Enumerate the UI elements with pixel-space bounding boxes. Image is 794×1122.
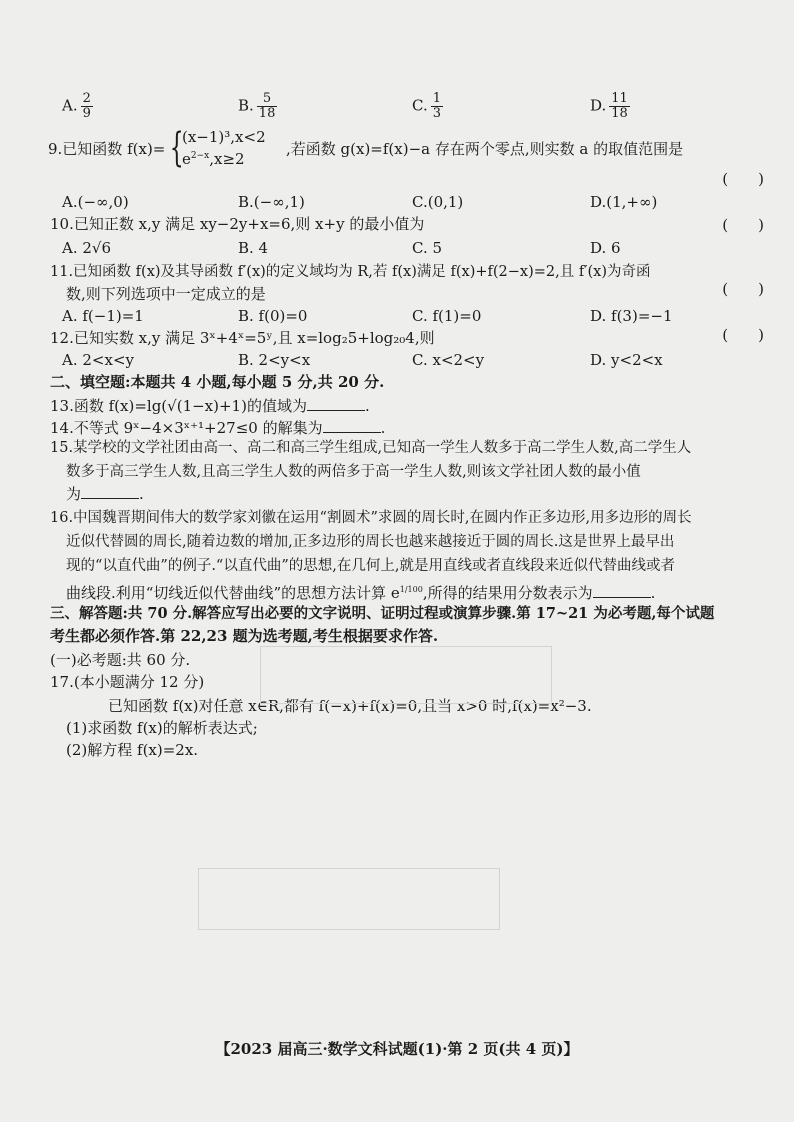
q8-option-a: A. $\frac{2}{9}$ xyxy=(62,91,91,121)
q8-option-c: C. $\frac{1}{3}$ xyxy=(412,91,441,121)
question-14: 14.不等式 9ˣ−4×3ˣ⁺¹+27≤0 的解集为 . xyxy=(50,419,386,437)
q12-answer-paren: ( ) xyxy=(722,326,764,344)
q16-answer-blank[interactable] xyxy=(593,583,651,598)
q9-brace: { xyxy=(169,125,184,171)
q9-option-c: C.(0,1) xyxy=(412,193,464,211)
section-2-heading: 二、填空题:本题共 4 小题,每小题 5 分,共 20 分. xyxy=(50,373,385,391)
q8-option-b: B. $\frac{5}{18}$ xyxy=(238,91,276,121)
q10-option-d: D. 6 xyxy=(590,239,621,257)
q13-answer-blank[interactable] xyxy=(307,396,365,411)
q14-answer-blank[interactable] xyxy=(323,418,381,433)
q16-line-1: 16.中国魏晋期间伟大的数学家刘徽在运用“割圆术”求圆的周长时,在圆内作正多边形,用多边形的周长 xyxy=(50,510,692,526)
q10-option-c: C. 5 xyxy=(412,239,443,257)
part-1-heading: (一)必考题:共 60 分. xyxy=(50,651,191,669)
q9-option-a: A.(−∞,0) xyxy=(62,193,129,211)
q10-answer-paren: ( ) xyxy=(722,216,764,234)
q15-line-3: 为 . xyxy=(66,485,144,503)
bleed-through-table xyxy=(260,646,552,704)
section-3-heading-line-1: 三、解答题:共 70 分.解答应写出必要的文字说明、证明过程或演算步骤.第 17~21 为必考题,每个试题 xyxy=(50,605,715,622)
q9-piece-2: $e^{2-x},x\ge 2$ xyxy=(182,150,245,168)
q11-option-c: C. f(1)=0 xyxy=(412,307,482,325)
question-13: 13.函数 f(x)=lg(√(1−x)+1)的值域为 . xyxy=(50,397,370,415)
q11-stem-line-2: 数,则下列选项中一定成立的是 xyxy=(66,285,266,303)
q11-answer-paren: ( ) xyxy=(722,280,764,298)
q15-answer-blank[interactable] xyxy=(81,484,139,499)
q15-line-1: 15.某学校的文学社团由高一、高二和高三学生组成,已知高一学生人数多于高二学生人数,高二学生人 xyxy=(50,440,692,456)
q12-option-a: A. 2<x<y xyxy=(62,351,134,369)
q17-stem: 已知函数 f(x)对任意 x∈R,都有 f(−x)+f(x)=0,且当 x>0 时,f(x)=x²−3. xyxy=(108,697,592,715)
q16-line-3: 现的“以直代曲”的例子.“以直代曲”的思想,在几何上,就是用直线或者直线段来近似代替曲线或者 xyxy=(66,558,675,574)
section-3-heading-line-2: 考生都必须作答.第 22,23 题为选考题,考生根据要求作答. xyxy=(50,627,439,645)
q17-sub-2: (2)解方程 f(x)=2x. xyxy=(66,741,199,759)
q11-option-a: A. f(−1)=1 xyxy=(62,307,144,325)
q12-option-c: C. x<2<y xyxy=(412,351,485,369)
q9-option-b: B.(−∞,1) xyxy=(238,193,305,211)
q17-sub-1: (1)求函数 f(x)的解析表达式; xyxy=(66,719,258,737)
q11-option-d: D. f(3)=−1 xyxy=(590,307,673,325)
q12-option-b: B. 2<y<x xyxy=(238,351,311,369)
page-footer: 【2023 届高三·数学文科试题(1)·第 2 页(共 4 页)】 xyxy=(215,1040,579,1058)
q10-option-a: A. 2√6 xyxy=(62,239,112,257)
q12-stem: 12.已知实数 x,y 满足 3ˣ+4ˣ=5ʸ,且 x=log₂5+log₂₀4,则 xyxy=(50,329,435,347)
q9-prefix: 9.已知函数 f(x)= xyxy=(48,140,166,158)
q11-stem-line-1: 11.已知函数 f(x)及其导函数 f′(x)的定义域均为 R,若 f(x)满足 f(x)+f(2−x)=2,且 f′(x)为奇函 xyxy=(50,264,651,280)
q8-option-d: D. $\frac{11}{18}$ xyxy=(590,91,628,121)
q16-line-2: 近似代替圆的周长,随着边数的增加,正多边形的周长也越来越接近于圆的周长.这是世界上最早出 xyxy=(66,534,675,550)
q10-option-b: B. 4 xyxy=(238,239,269,257)
q9-piece-1: (x−1)³,x<2 xyxy=(182,128,266,146)
q15-line-2: 数多于高三学生人数,且高三学生人数的两倍多于高一学生人数,则该文学社团人数的最小值 xyxy=(66,464,641,480)
bleed-through-table-2 xyxy=(198,868,500,930)
q9-answer-paren: ( ) xyxy=(722,170,764,188)
q11-option-b: B. f(0)=0 xyxy=(238,307,308,325)
q16-line-4: 曲线段.利用“切线近似代替曲线”的思想方法计算 $e^{1/100}$,所得的结果用分数表示为 . xyxy=(66,584,656,602)
q17-title: 17.(本小题满分 12 分) xyxy=(50,673,205,691)
q12-option-d: D. y<2<x xyxy=(590,351,663,369)
q9-suffix: ,若函数 g(x)=f(x)−a 存在两个零点,则实数 a 的取值范围是 xyxy=(286,140,684,158)
q10-stem: 10.已知正数 x,y 满足 xy−2y+x=6,则 x+y 的最小值为 xyxy=(50,215,425,233)
q9-option-d: D.(1,+∞) xyxy=(590,193,658,211)
